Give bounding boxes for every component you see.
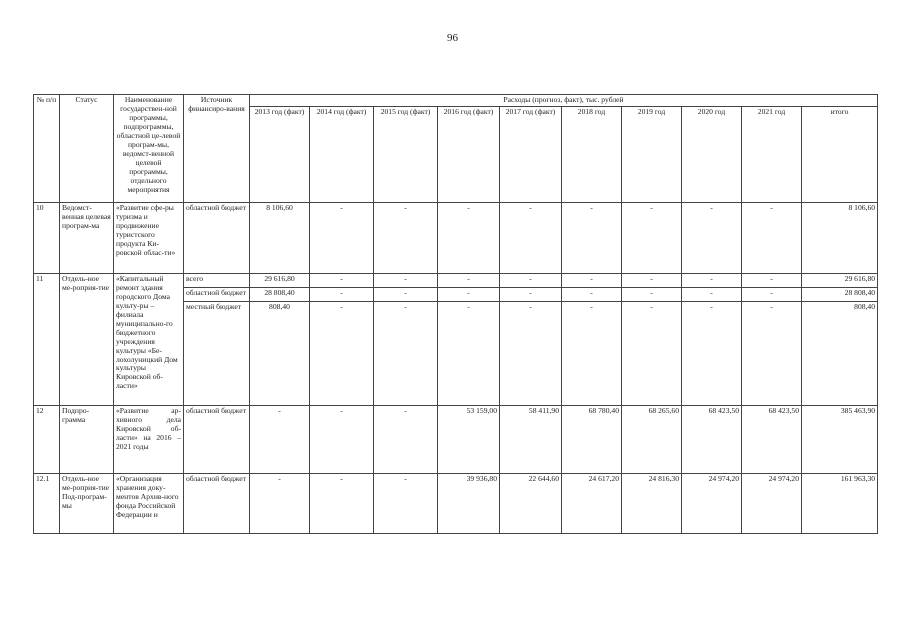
row-value: 28 808,40 bbox=[250, 287, 310, 301]
row-value: - bbox=[438, 273, 500, 287]
row-value: - bbox=[374, 301, 438, 405]
header-expenses: Расходы (прогноз, факт), тыс. рублей bbox=[250, 95, 878, 107]
row-value: - bbox=[622, 202, 682, 273]
row-value: - bbox=[438, 301, 500, 405]
row-value: - bbox=[682, 287, 742, 301]
row-value: 24 617,20 bbox=[562, 473, 622, 533]
row-num: 12.1 bbox=[34, 473, 60, 533]
row-num: 10 bbox=[34, 202, 60, 273]
row-value: - bbox=[310, 405, 374, 473]
row-value: 39 936,80 bbox=[438, 473, 500, 533]
row-total: 161 963,30 bbox=[802, 473, 878, 533]
row-value: 22 644,60 bbox=[500, 473, 562, 533]
row-value: - bbox=[438, 287, 500, 301]
row-value: - bbox=[310, 202, 374, 273]
row-status: Ведомст-венная целевая програм-ма bbox=[60, 202, 114, 273]
header-total: итого bbox=[802, 106, 878, 202]
row-source: областной бюджет bbox=[184, 473, 250, 533]
row-num: 12 bbox=[34, 405, 60, 473]
header-source: Источник финансиро-вания bbox=[184, 95, 250, 203]
header-status: Статус bbox=[60, 95, 114, 203]
row-value: 68 780,40 bbox=[562, 405, 622, 473]
row-source: областной бюджет bbox=[184, 287, 250, 301]
row-value: - bbox=[622, 273, 682, 287]
budget-table bbox=[33, 94, 878, 534]
header-row-1 bbox=[34, 95, 878, 107]
row-value: 68 265,60 bbox=[622, 405, 682, 473]
table-row bbox=[34, 273, 878, 287]
page-number: 96 bbox=[447, 32, 458, 44]
row-value: - bbox=[500, 301, 562, 405]
row-status: Подпро-грамма bbox=[60, 405, 114, 473]
row-value: - bbox=[562, 273, 622, 287]
row-value: - bbox=[742, 301, 802, 405]
table-row bbox=[34, 405, 878, 473]
header-year: 2019 год bbox=[622, 106, 682, 202]
row-value: - bbox=[562, 301, 622, 405]
header-year: 2014 год (факт) bbox=[310, 106, 374, 202]
row-total: 808,40 bbox=[802, 301, 878, 405]
row-value: - bbox=[310, 287, 374, 301]
row-value: - bbox=[500, 202, 562, 273]
row-value: - bbox=[500, 273, 562, 287]
header-num: № п/п bbox=[34, 95, 60, 203]
row-name: «Капитальный ремонт здания городского Дома культу-ры – филиала муниципально-го бюджетного учреждения культуры «Бе-лохолуницкий Дом культуры Кировской об-ласти» bbox=[114, 273, 184, 405]
row-value: 24 816,30 bbox=[622, 473, 682, 533]
table-row bbox=[34, 473, 878, 533]
row-source: областной бюджет bbox=[184, 202, 250, 273]
header-year: 2020 год bbox=[682, 106, 742, 202]
row-value: - bbox=[374, 473, 438, 533]
row-status: Отдель-ное ме-роприя-тие bbox=[60, 273, 114, 405]
row-value: - bbox=[250, 405, 310, 473]
header-year: 2017 год (факт) bbox=[500, 106, 562, 202]
row-value: - bbox=[310, 273, 374, 287]
row-value: - bbox=[622, 301, 682, 405]
row-source: местный бюджет bbox=[184, 301, 250, 405]
row-value: 29 616,80 bbox=[250, 273, 310, 287]
row-value: - bbox=[310, 473, 374, 533]
header-year: 2021 год bbox=[742, 106, 802, 202]
row-total: 8 106,60 bbox=[802, 202, 878, 273]
row-value: 808,40 bbox=[250, 301, 310, 405]
header-year: 2018 год bbox=[562, 106, 622, 202]
row-value: 24 974,20 bbox=[742, 473, 802, 533]
row-status: Отдель-ное ме-роприя-тие Под-програм-мы bbox=[60, 473, 114, 533]
row-value: 8 106,60 bbox=[250, 202, 310, 273]
row-total: 28 808,40 bbox=[802, 287, 878, 301]
header-year: 2013 год (факт) bbox=[250, 106, 310, 202]
row-total: 29 616,80 bbox=[802, 273, 878, 287]
row-value: - bbox=[374, 287, 438, 301]
row-value: - bbox=[742, 287, 802, 301]
row-name: «Развитие ар-хивного дела Кировской об-ласти» на 2016 – 2021 годы bbox=[114, 405, 184, 473]
row-total: 385 463,90 bbox=[802, 405, 878, 473]
row-value: - bbox=[500, 287, 562, 301]
row-value: - bbox=[250, 473, 310, 533]
row-value: - bbox=[622, 287, 682, 301]
row-value: - bbox=[374, 405, 438, 473]
row-value: 53 159,00 bbox=[438, 405, 500, 473]
row-value: - bbox=[682, 273, 742, 287]
row-value: 24 974,20 bbox=[682, 473, 742, 533]
row-value: - bbox=[374, 273, 438, 287]
row-value: - bbox=[310, 301, 374, 405]
header-year: 2016 год (факт) bbox=[438, 106, 500, 202]
header-year: 2015 год (факт) bbox=[374, 106, 438, 202]
row-value: 68 423,50 bbox=[682, 405, 742, 473]
table-row bbox=[34, 202, 878, 273]
row-value: - bbox=[742, 202, 802, 273]
row-value: - bbox=[562, 287, 622, 301]
row-value: - bbox=[374, 202, 438, 273]
row-value: - bbox=[562, 202, 622, 273]
row-source: областной бюджет bbox=[184, 405, 250, 473]
row-value: - bbox=[438, 202, 500, 273]
row-num: 11 bbox=[34, 273, 60, 405]
header-name: Наименование государствен-ной программы, подпрограммы, областной це-левой програм-мы, ведомст-венной целевой программы, отдельного мероприятия bbox=[114, 95, 184, 203]
row-source: всего bbox=[184, 273, 250, 287]
row-value: - bbox=[682, 202, 742, 273]
row-value: 58 411,90 bbox=[500, 405, 562, 473]
row-value: 68 423,50 bbox=[742, 405, 802, 473]
row-name: «Развитие сфе-ры туризма и продвижение туристского продукта Ки-ровской облас-ти» bbox=[114, 202, 184, 273]
row-name: «Организация хранения доку-ментов Архив-ного фонда Российской Федерации и bbox=[114, 473, 184, 533]
row-value: - bbox=[742, 273, 802, 287]
row-value: - bbox=[682, 301, 742, 405]
